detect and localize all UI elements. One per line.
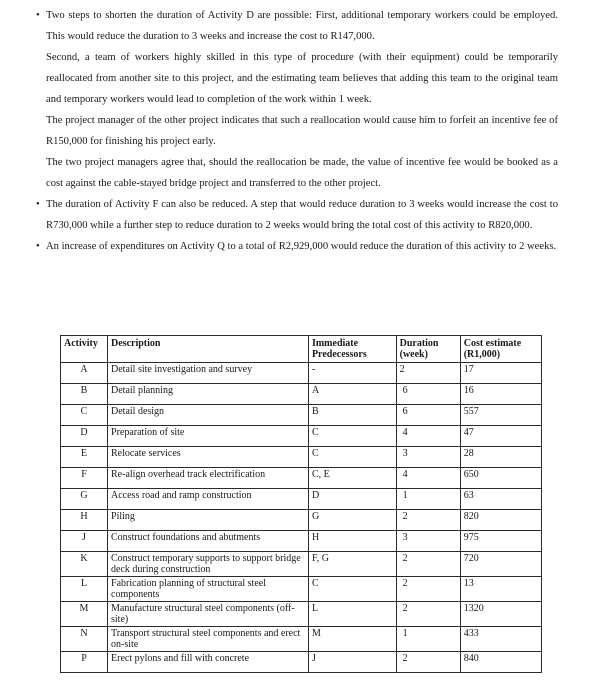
cell-cost: 17 xyxy=(460,363,541,384)
cell-predecessors: - xyxy=(308,363,396,384)
cell-duration: 4 xyxy=(396,426,460,447)
cell-description: Preparation of site xyxy=(108,426,309,447)
cell-cost: 1320 xyxy=(460,602,541,627)
cell-description: Construct temporary supports to support bridge deck during construction xyxy=(108,552,309,577)
cell-duration: 1 xyxy=(396,627,460,652)
cell-predecessors: H xyxy=(308,531,396,552)
table-row xyxy=(61,602,542,627)
table-body xyxy=(61,363,542,673)
paragraph-booking-agreement: The two project managers agree that, should the reallocation be made, the value of incentive fee would be booked as a cost against the cable-stayed bridge project and transferred to the other project. xyxy=(46,157,558,189)
table-row xyxy=(61,552,542,577)
paragraph-activity-d-step1: • Two steps to shorten the duration of Activity D are possible: First, additional temporary workers could be employed. This would reduce the duration to 3 weeks and increase the cost to R147,000. xyxy=(46,5,558,47)
cell-cost: 433 xyxy=(460,627,541,652)
cell-activity: H xyxy=(61,510,108,531)
cell-activity: A xyxy=(61,363,108,384)
cell-duration: 6 xyxy=(396,405,460,426)
cell-activity: P xyxy=(61,652,108,673)
cell-description: Relocate services xyxy=(108,447,309,468)
table-row xyxy=(61,652,542,673)
cell-activity: L xyxy=(61,577,108,602)
table-row xyxy=(61,363,542,384)
cell-description: Access road and ramp construction xyxy=(108,489,309,510)
activity-table xyxy=(60,335,542,673)
cell-predecessors: G xyxy=(308,510,396,531)
cell-predecessors: D xyxy=(308,489,396,510)
table-row xyxy=(61,531,542,552)
cell-description: Piling xyxy=(108,510,309,531)
cell-duration: 3 xyxy=(396,531,460,552)
cell-duration: 6 xyxy=(396,384,460,405)
paragraph-activity-f: • The duration of Activity F can also be reduced. A step that would reduce duration to 3 weeks would increase the cost to R730,000 while a further step to reduce duration to 2 weeks would bring the total cost of this activity to R820,000. xyxy=(46,194,558,236)
problem-text xyxy=(36,5,558,257)
cell-cost: 28 xyxy=(460,447,541,468)
cell-activity: G xyxy=(61,489,108,510)
cell-description: Fabrication planning of structural steel components xyxy=(108,577,309,602)
cell-cost: 63 xyxy=(460,489,541,510)
table-row xyxy=(61,510,542,531)
cell-predecessors: J xyxy=(308,652,396,673)
cell-activity: F xyxy=(61,468,108,489)
table-row xyxy=(61,468,542,489)
table-row xyxy=(61,405,542,426)
cell-description: Manufacture structural steel components (off-site) xyxy=(108,602,309,627)
cell-duration: 2 xyxy=(396,602,460,627)
cell-activity: K xyxy=(61,552,108,577)
cell-cost: 975 xyxy=(460,531,541,552)
table-row xyxy=(61,627,542,652)
table-row xyxy=(61,384,542,405)
bullet-icon: • xyxy=(36,241,40,252)
cell-predecessors: M xyxy=(308,627,396,652)
cell-duration: 2 xyxy=(396,363,460,384)
cell-description: Detail design xyxy=(108,405,309,426)
cell-activity: B xyxy=(61,384,108,405)
cell-cost: 840 xyxy=(460,652,541,673)
cell-predecessors: A xyxy=(308,384,396,405)
cell-predecessors: C xyxy=(308,447,396,468)
cell-activity: J xyxy=(61,531,108,552)
table-row xyxy=(61,426,542,447)
cell-cost: 13 xyxy=(460,577,541,602)
header-activity: Activity xyxy=(61,336,108,363)
cell-predecessors: C, E xyxy=(308,468,396,489)
table-row xyxy=(61,447,542,468)
table-header-row xyxy=(61,336,542,363)
header-predecessors: Immediate Predecessors xyxy=(308,336,396,363)
header-duration: Duration (week) xyxy=(396,336,460,363)
cell-activity: E xyxy=(61,447,108,468)
table-row xyxy=(61,489,542,510)
cell-cost: 47 xyxy=(460,426,541,447)
cell-duration: 2 xyxy=(396,577,460,602)
cell-activity: C xyxy=(61,405,108,426)
table-row xyxy=(61,577,542,602)
cell-cost: 16 xyxy=(460,384,541,405)
cell-description: Detail planning xyxy=(108,384,309,405)
activity-table-wrapper xyxy=(60,335,542,673)
bullet-icon: • xyxy=(36,10,40,21)
cell-description: Detail site investigation and survey xyxy=(108,363,309,384)
cell-duration: 3 xyxy=(396,447,460,468)
cell-description: Transport structural steel components and erect on-site xyxy=(108,627,309,652)
paragraph-activity-q: • An increase of expenditures on Activity Q to a total of R2,929,000 would reduce the duration of this activity to 2 weeks. xyxy=(46,236,558,257)
cell-duration: 1 xyxy=(396,489,460,510)
paragraph-incentive-fee: The project manager of the other project indicates that such a reallocation would cause him to forfeit an incentive fee of R150,000 for finishing his project early. xyxy=(46,115,558,147)
paragraph-activity-d-step2: Second, a team of workers highly skilled in this type of procedure (with their equipment) could be temporarily reallocated from another site to this project, and the estimating team believes that adding this team to the original team and temporary workers would lead to completion of the work within 1 week. xyxy=(46,52,558,105)
cell-description: Construct foundations and abutments xyxy=(108,531,309,552)
cell-predecessors: F, G xyxy=(308,552,396,577)
cell-activity: D xyxy=(61,426,108,447)
cell-duration: 2 xyxy=(396,552,460,577)
cell-duration: 2 xyxy=(396,652,460,673)
cell-cost: 650 xyxy=(460,468,541,489)
cell-predecessors: C xyxy=(308,426,396,447)
header-cost: Cost estimate (R1,000) xyxy=(460,336,541,363)
cell-cost: 820 xyxy=(460,510,541,531)
cell-description: Re-align overhead track electrification xyxy=(108,468,309,489)
cell-predecessors: B xyxy=(308,405,396,426)
cell-duration: 4 xyxy=(396,468,460,489)
cell-description: Erect pylons and fill with concrete xyxy=(108,652,309,673)
header-description: Description xyxy=(108,336,309,363)
cell-activity: M xyxy=(61,602,108,627)
cell-predecessors: L xyxy=(308,602,396,627)
cell-cost: 557 xyxy=(460,405,541,426)
bullet-icon: • xyxy=(36,199,40,210)
cell-cost: 720 xyxy=(460,552,541,577)
cell-activity: N xyxy=(61,627,108,652)
cell-duration: 2 xyxy=(396,510,460,531)
cell-predecessors: C xyxy=(308,577,396,602)
